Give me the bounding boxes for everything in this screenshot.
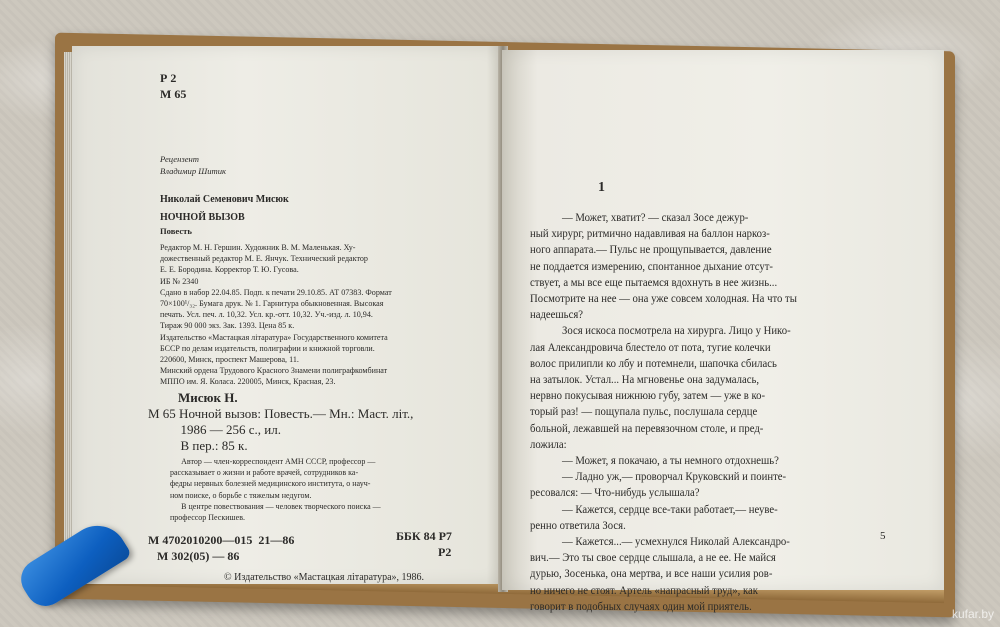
body-line: — Может, я покачаю, а ты немного отдохнешь? — [561, 455, 779, 468]
bbk-code-1: ББК 84 Р7 — [396, 529, 452, 543]
imprint-line: дожественный редактор М. Е. Янчук. Технический редактор — [160, 253, 368, 264]
body-line: ложила: — [530, 438, 567, 451]
body-line: Посмотрите на нее — она уже совсем холодная. На что ты — [530, 293, 797, 306]
body-line: ного аппарата.— Пульс не прощупывается, давление — [530, 244, 772, 257]
copyright-line: © Издательство «Мастацкая літаратура», 1986. — [224, 572, 425, 583]
annotation-line: профессор Пескишев. — [170, 512, 245, 523]
imprint-block — [160, 242, 392, 388]
catalog-line: М 65 Ночной вызов: Повесть.— Мн.: Маст. літ., — [148, 406, 414, 421]
code-top-1: Р 2 — [160, 71, 177, 85]
body-line: Зося искоса посмотрела на хирурга. Лицо у Нико- — [561, 325, 791, 338]
body-line: ствует, а мы все еще пытаемся вдохнуть в нее жизнь... — [530, 276, 778, 289]
author-name: Николай Семенович Мисюк — [160, 194, 289, 205]
genre: Повесть — [160, 226, 192, 236]
body-line: — Ладно уж,— проворчал Круковский и поинте- — [561, 471, 787, 484]
imprint-line: МППО им. Я. Коласа. 220005, Минск, Красная, 23. — [160, 376, 336, 387]
imprint-line: Редактор М. Н. Гершин. Художник В. М. Маленькая. Ху- — [160, 242, 356, 252]
body-line: дурью, Зосенька, она мертва, и все наши усилия ров- — [530, 568, 773, 581]
body-line: на затылок. Устал... На мгновенье она задумалась, — [530, 374, 760, 387]
body-line: нервно покусывая нижнюю губу, затем — уже в ко- — [530, 390, 766, 403]
bbk-code-2: Р2 — [438, 545, 452, 559]
body-line: — Может, хватит? — сказал Зосе дежур- — [561, 212, 749, 224]
catalog-line: В пер.: 85 к. — [148, 438, 248, 453]
body-line: надеешься? — [530, 309, 583, 322]
catalog-author: Мисюк Н. — [178, 390, 238, 405]
body-line: лая Александровича блестело от пота, тугие колечки — [530, 341, 771, 354]
imprint-line: печать. Усл. печ. л. 10,32. Усл. кр.-отт. 10,32. Уч.-изд. л. 10,94. — [160, 309, 373, 320]
book-title: НОЧНОЙ ВЫЗОВ — [160, 212, 245, 223]
annotation-line: рассказывает о жизни и работе врачей, сотрудников ка- — [170, 467, 359, 478]
imprint-line: Е. Е. Бородина. Корректор Т. Ю. Гусова. — [160, 264, 299, 275]
body-line: ный хирург, ритмично надавливая на баллон наркоз- — [530, 228, 770, 241]
body-line: больной, лежавшей на перевязочном столе, и пред- — [530, 422, 764, 435]
body-text — [530, 210, 797, 615]
annotation-line: В центре повествования — человек творческого поиска — — [181, 500, 381, 511]
body-line: не поддается измерению, спонтанное дыхание отсут- — [530, 260, 773, 273]
body-line: — Кажется...— усмехнулся Николай Александро- — [561, 536, 790, 549]
imprint-line: Минский ордена Трудового Красного Знамени полиграфкомбинат — [160, 365, 388, 376]
chapter-number: 1 — [598, 180, 605, 195]
imprint-line: Тираж 90 000 экз. Зак. 1393. Цена 85 к. — [160, 320, 295, 331]
imprint-line: ИБ № 2340 — [160, 275, 199, 286]
catalog-card — [148, 390, 413, 454]
catalog-formula-1: М 4702010200—015 21—86 — [148, 533, 295, 547]
body-line: говорит в подобных случаях один мой приятель. — [530, 600, 752, 613]
catalog-line: 1986 — 256 с., ил. — [148, 422, 281, 437]
catalog-formula-2: М 302(05) — 86 — [148, 549, 240, 563]
imprint-line: Издательство «Мастацкая літаратура» Государственного комитета — [160, 331, 388, 342]
annotation-line: федры нервных болезней медицинского института, о науч- — [170, 478, 371, 489]
imprint-line: БССР по делам издательств, полиграфии и книжной торговли. — [160, 342, 375, 353]
annotation-line: ном поиске, о борьбе с тяжелым недугом. — [170, 489, 312, 500]
body-line: ренно ответила Зося. — [530, 519, 626, 532]
annotation-block — [170, 456, 381, 523]
reviewer-label: Рецензент — [160, 154, 199, 164]
imprint-line: 220600, Минск, проспект Машерова, 11. — [160, 354, 299, 365]
body-line: — Кажется, сердце все-таки работает,— неуве- — [561, 503, 778, 516]
page-number: 5 — [880, 530, 886, 542]
body-line: торый раз! — пощупала пульс, послушала сердце — [530, 406, 758, 419]
body-line: но ничего не стоят. Артель «напрасный труд», как — [530, 584, 759, 597]
annotation-line: Автор — член-корреспондент АМН СССР, профессор — — [181, 456, 376, 466]
imprint-line: Сдано в набор 22.04.85. Подп. к печати 29.10.85. АТ 07383. Формат — [160, 286, 392, 297]
right-page — [502, 50, 944, 613]
body-line: ресовался: — Что-нибудь услышала? — [530, 487, 700, 500]
reviewer-name: Владимир Шитик — [160, 166, 227, 176]
watermark: kufar.by — [951, 607, 994, 621]
body-line: волос прилипли ко лбу и потемнели, шапочка сбилась — [530, 357, 777, 370]
body-line: вич.— Это ты свое сердце слышала, а не ее. Не майся — [530, 552, 776, 565]
code-top-2: М 65 — [160, 87, 187, 101]
imprint-line: 70×100¹/₃₂. Бумага друк. № 1. Гарнитура обыкновенная. Высокая — [160, 298, 384, 309]
left-page — [72, 46, 504, 584]
